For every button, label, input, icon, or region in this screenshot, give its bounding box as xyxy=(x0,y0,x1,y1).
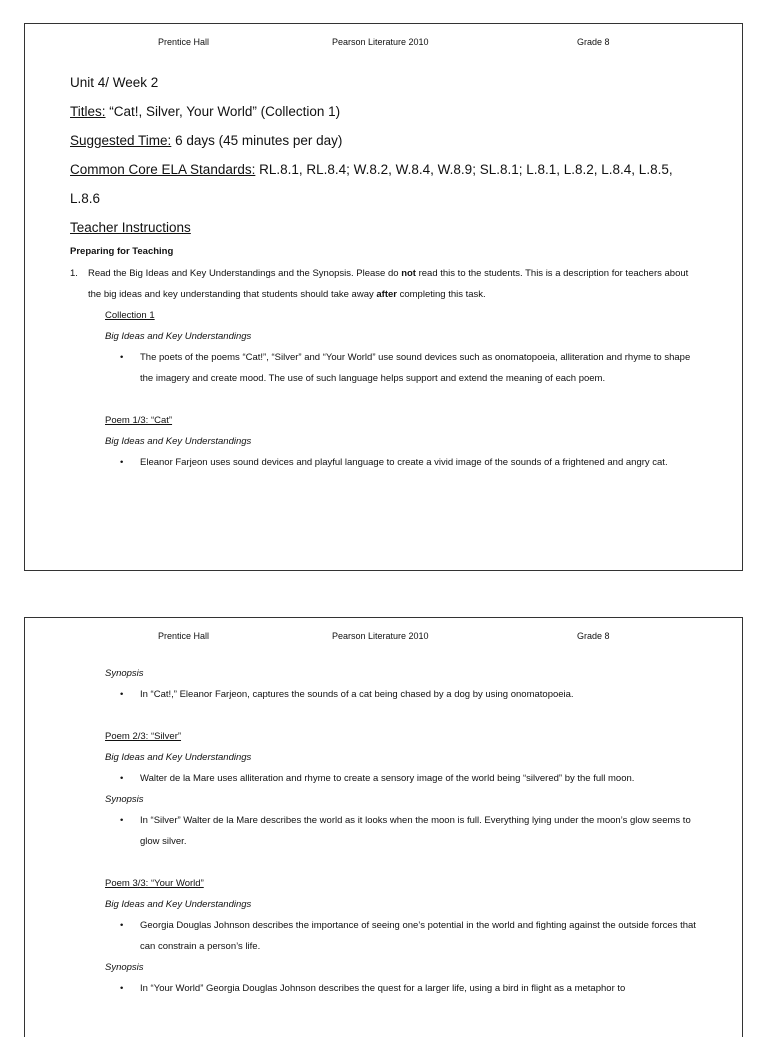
poem3-heading: Poem 3/3: “Your World” xyxy=(105,878,204,889)
poem2-synopsis-label: Synopsis xyxy=(105,794,144,805)
page-body xyxy=(70,68,702,473)
synopsis-label: Synopsis xyxy=(105,668,144,679)
poem3-big-ideas-label: Big Ideas and Key Understandings xyxy=(105,899,252,910)
titles-value: “Cat!, Silver, Your World” (Collection 1) xyxy=(105,104,341,119)
page-header xyxy=(25,37,742,51)
suggested-time-value: 6 days (45 minutes per day) xyxy=(171,133,343,148)
unit-heading: Unit 4/ Week 2 xyxy=(70,75,159,90)
page-header xyxy=(25,631,742,645)
header-publisher: Prentice Hall xyxy=(158,37,210,47)
preparing-heading: Preparing for Teaching xyxy=(70,246,174,257)
poem2-heading: Poem 2/3: “Silver” xyxy=(105,731,182,742)
collection-heading: Collection 1 xyxy=(105,310,155,321)
titles-line xyxy=(70,97,702,126)
poem1-big-ideas-label: Big Ideas and Key Understandings xyxy=(105,436,252,447)
teacher-instructions-heading: Teacher Instructions xyxy=(70,220,191,235)
poem1-heading: Poem 1/3: “Cat” xyxy=(105,415,173,426)
poem1-bullet: • Eleanor Farjeon uses sound devices and playful language to create a vivid image of the sounds of a frightened and angry cat. xyxy=(105,452,702,473)
header-grade: Grade 8 xyxy=(577,631,610,641)
suggested-time-label: Suggested Time: xyxy=(70,133,172,148)
poem3-bullet: • Georgia Douglas Johnson describes the importance of seeing one’s potential in the world and fighting against the outside forces that can constrain a person’s life. xyxy=(105,915,702,957)
standards-value: RL.8.1, RL.8.4; W.8.2, W.8.4, W.8.9; SL.8.1; L.8.1, L.8.2, L.8.4, L.8.5, L.8.6 xyxy=(70,162,673,206)
header-publisher: Prentice Hall xyxy=(158,631,210,641)
poem2-synopsis-bullet: • In “Silver” Walter de la Mare describes the world as it looks when the moon is full. Everything lying under the moon’s glow seems to glow silver. xyxy=(105,810,702,852)
big-ideas-label: Big Ideas and Key Understandings xyxy=(105,331,252,342)
synopsis-bullet: • In “Cat!,” Eleanor Farjeon, captures the sounds of a cat being chased by a dog by using onomatopoeia. xyxy=(105,684,702,705)
header-grade: Grade 8 xyxy=(577,37,610,47)
step-1: 1. Read the Big Ideas and Key Understandings and the Synopsis. Please do not read this to the students. This is a description for teachers about the big ideas and key understanding that students should take away after completing this task. xyxy=(70,263,702,305)
emphasis-after: after xyxy=(376,289,397,300)
document-page-2 xyxy=(24,617,743,1037)
step-number: 1. xyxy=(70,268,78,279)
suggested-time-line xyxy=(70,126,702,155)
collection-bullet: • The poets of the poems “Cat!”, “Silver” and “Your World” use sound devices such as onomatopoeia, alliteration and rhyme to shape the imagery and create mood. The use of such language helps support and extend the meaning of each poem. xyxy=(105,347,702,389)
poem3-synopsis-bullet: • In “Your World” Georgia Douglas Johnson describes the quest for a larger life, using a bird in flight as a metaphor to xyxy=(105,978,702,999)
standards-label: Common Core ELA Standards: xyxy=(70,162,256,177)
standards-line xyxy=(70,155,702,213)
emphasis-not: not xyxy=(401,268,416,279)
poem2-big-ideas-label: Big Ideas and Key Understandings xyxy=(105,752,252,763)
header-program: Pearson Literature 2010 xyxy=(332,631,429,641)
poem2-bullet: • Walter de la Mare uses alliteration and rhyme to create a sensory image of the world being “silvered” by the full moon. xyxy=(105,768,702,789)
header-program: Pearson Literature 2010 xyxy=(332,37,429,47)
document-page-1 xyxy=(24,23,743,571)
poem3-synopsis-label: Synopsis xyxy=(105,962,144,973)
titles-label: Titles: xyxy=(70,104,106,119)
page-body xyxy=(70,663,702,999)
